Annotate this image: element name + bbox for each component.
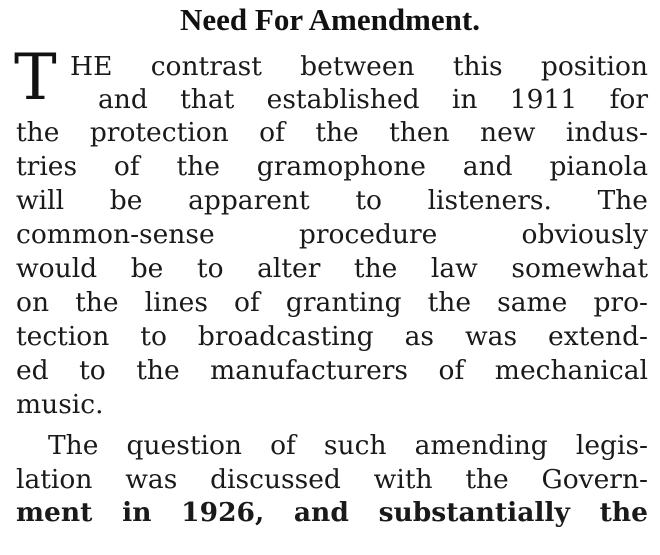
text-line: tries of the gramophone and pianola bbox=[16, 151, 648, 182]
text-line: HE contrast between this position bbox=[70, 51, 648, 82]
text-line: music. bbox=[16, 389, 104, 420]
text-line: The question of such amending legis- bbox=[48, 430, 648, 461]
text-line: ment in 1926, and substantially the bbox=[16, 497, 648, 528]
text-line: the protection of the then new indus- bbox=[16, 117, 648, 148]
text-line: would be to alter the law somewhat bbox=[16, 253, 648, 284]
article-heading: Need For Amendment. bbox=[180, 2, 480, 37]
text-line: on the lines of granting the same pro- bbox=[16, 287, 648, 318]
text-line: and that established in 1911 for bbox=[98, 84, 648, 115]
text-line: common-sense procedure obviously bbox=[16, 219, 648, 250]
text-line: will be apparent to listeners. The bbox=[16, 185, 648, 216]
drop-cap: T bbox=[14, 41, 57, 115]
text-line: ed to the manufacturers of mechanical bbox=[16, 355, 648, 386]
text-line: lation was discussed with the Govern- bbox=[16, 464, 648, 495]
text-line: tection to broadcasting as was extend- bbox=[16, 321, 648, 352]
